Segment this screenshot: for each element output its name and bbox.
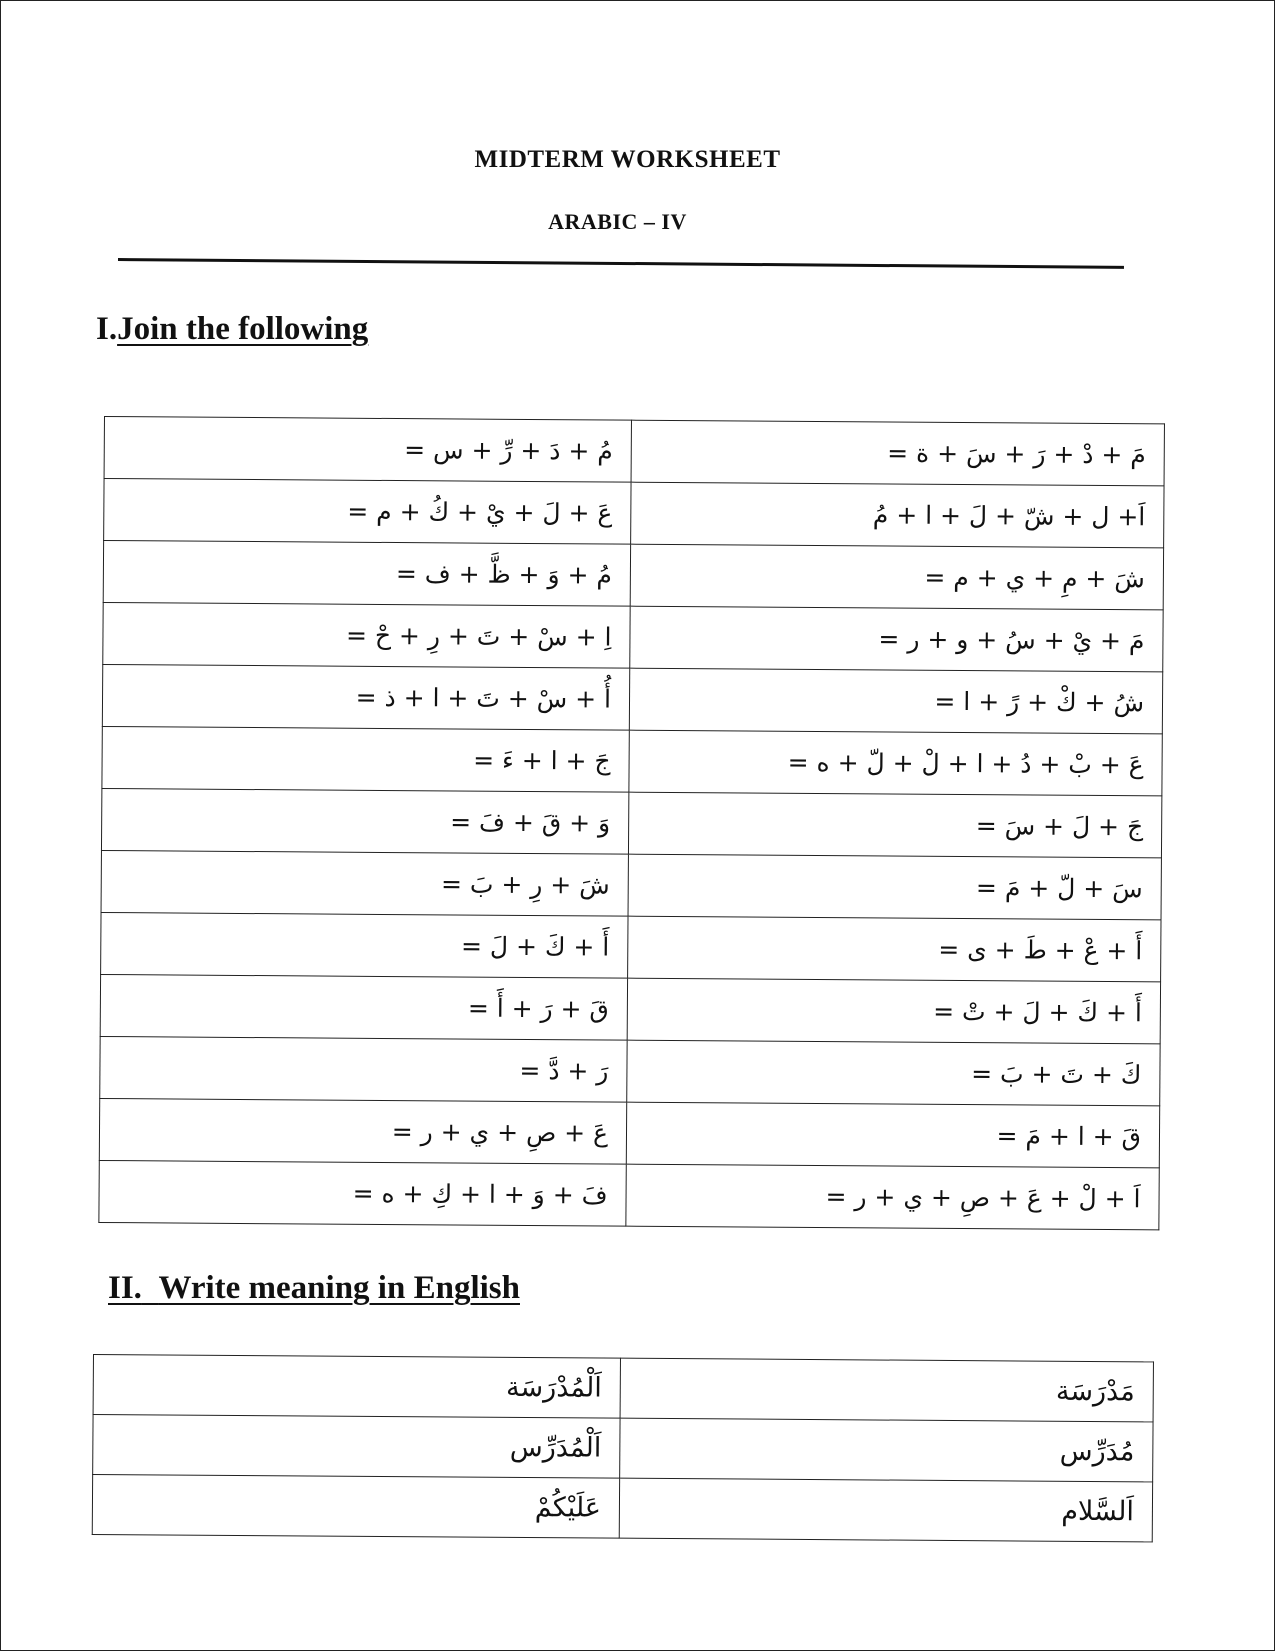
cell-left: عَ + صِ + ي + ر = bbox=[99, 1098, 626, 1164]
join-row bbox=[100, 1036, 1160, 1105]
cell-left: جَ + ا + ءَ = bbox=[102, 726, 629, 792]
cell-right: مَ + دْ + رَ + سَ + ة = bbox=[631, 420, 1164, 486]
cell-left: عَ + لَ + يْ + كُ + م = bbox=[104, 479, 631, 545]
cell-left: مُ + دَ + رِّ + س = bbox=[104, 417, 631, 483]
cell-left: اِ + سْ + تَ + رِ + حْ = bbox=[103, 602, 630, 668]
worksheet-subtitle: ARABIC – IV bbox=[548, 209, 687, 234]
join-row bbox=[102, 664, 1162, 733]
join-row bbox=[103, 602, 1163, 671]
cell-left: فَ + وَ + ا + كِ + ه = bbox=[99, 1160, 626, 1226]
join-table bbox=[98, 416, 1165, 1230]
meaning-row bbox=[92, 1475, 1152, 1542]
meaning-table bbox=[92, 1354, 1154, 1542]
cell-right: شُ + كْ + رً + ا = bbox=[629, 668, 1162, 734]
cell-right: سَ + لّ + مَ = bbox=[628, 854, 1161, 920]
cell-left: قَ + رَ + أَ = bbox=[100, 974, 627, 1040]
cell-left: رَ + دَّ = bbox=[100, 1036, 627, 1102]
meaning-row bbox=[93, 1355, 1153, 1422]
cell-left: مُ + وَ + ظَّ + ف = bbox=[103, 541, 630, 607]
worksheet-title: MIDTERM WORKSHEET bbox=[474, 146, 781, 173]
cell-left: عَلَيْكُمْ bbox=[92, 1475, 619, 1539]
cell-right: اَ + لْ + عَ + صِ + ي + ر = bbox=[626, 1164, 1159, 1230]
join-row bbox=[101, 788, 1161, 857]
cell-right: أَ + كَ + لَ + تْ = bbox=[627, 978, 1160, 1044]
join-row bbox=[103, 541, 1163, 610]
cell-right: جَ + لَ + سَ = bbox=[628, 792, 1161, 858]
cell-right: مُدَرِّس bbox=[620, 1418, 1153, 1482]
cell-right: مَدْرَسَة bbox=[620, 1358, 1153, 1422]
cell-right: كَ + تَ + بَ = bbox=[627, 1040, 1160, 1106]
cell-right: مَ + يْ + سُ + و + ر = bbox=[630, 606, 1163, 672]
section-2-title: Write meaning in English bbox=[158, 1270, 520, 1306]
section-2-number: II. bbox=[108, 1270, 142, 1306]
section-1-title: Join the following bbox=[117, 311, 369, 347]
cell-left: أَ + كَ + لَ = bbox=[101, 912, 628, 978]
join-row bbox=[102, 726, 1162, 795]
join-row bbox=[104, 417, 1164, 486]
cell-right: شَ + مِ + ي + م = bbox=[630, 544, 1163, 610]
join-row bbox=[99, 1098, 1159, 1167]
cell-right: قَ + ا + مَ = bbox=[626, 1102, 1159, 1168]
cell-right: عَ + بْ + دُ + ا + لْ + لّ + ه = bbox=[629, 730, 1162, 796]
cell-right: أَ + عْ + طَ + ى = bbox=[628, 916, 1161, 982]
section-1-number: I. bbox=[96, 311, 118, 347]
cell-right: اَلسَّلام bbox=[619, 1478, 1152, 1542]
join-row bbox=[101, 912, 1161, 981]
cell-left: وَ + قَ + فَ = bbox=[101, 788, 628, 854]
meaning-row bbox=[93, 1415, 1153, 1482]
section-2-heading bbox=[108, 1270, 520, 1307]
cell-left: أُ + سْ + تَ + ا + ذ = bbox=[102, 664, 629, 730]
join-row bbox=[99, 1160, 1159, 1229]
cell-left: شَ + رِ + بَ = bbox=[101, 850, 628, 916]
join-row bbox=[100, 974, 1160, 1043]
section-1-heading bbox=[96, 311, 368, 348]
join-row bbox=[101, 850, 1161, 919]
cell-left: اَلْمُدْرَسَة bbox=[93, 1355, 620, 1419]
cell-right: اَ+ ل + شّ + لَ + ا + مُ bbox=[631, 482, 1164, 548]
cell-left: اَلْمُدَرِّس bbox=[93, 1415, 620, 1479]
join-row bbox=[104, 479, 1164, 548]
